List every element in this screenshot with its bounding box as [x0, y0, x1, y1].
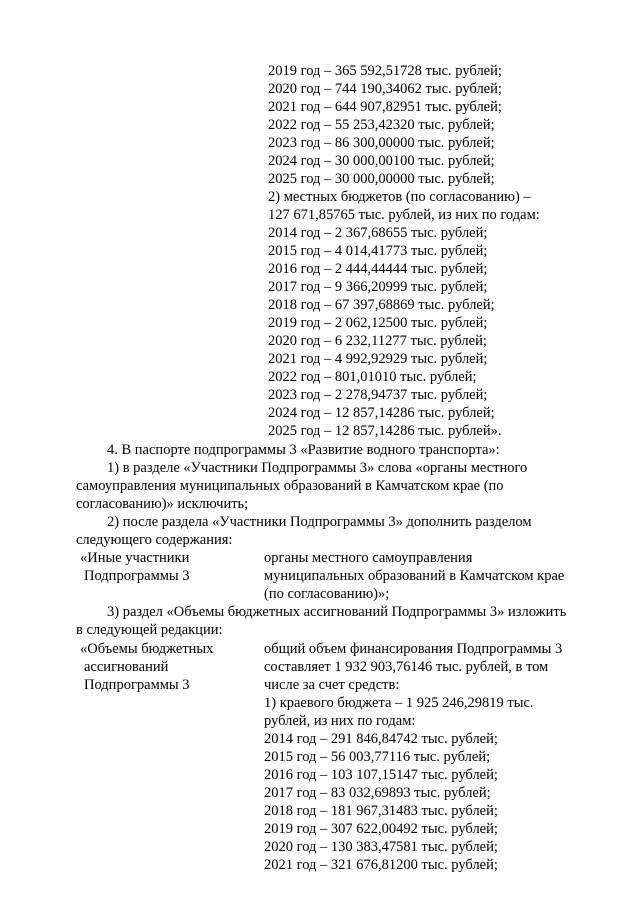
year-line: 2025 год – 12 857,14286 тыс. рублей».: [268, 423, 502, 439]
item1-text: самоуправления муниципальных образований в Камчатском крае (по: [76, 478, 504, 494]
table2-left-label: «Объемы бюджетных: [80, 641, 214, 657]
item2-text: следующего содержания:: [76, 532, 233, 548]
table2-right-text: рублей, из них по годам:: [264, 713, 416, 729]
table2-right-text: составляет 1 932 903,76146 тыс. рублей, в том: [264, 659, 549, 675]
year-line: 2021 год – 4 992,92929 тыс. рублей;: [268, 351, 488, 367]
item3-text: в следующей редакции:: [76, 622, 223, 638]
table1-left-label: Подпрограммы 3: [84, 568, 190, 584]
year-line: 2023 год – 86 300,00000 тыс. рублей;: [268, 135, 495, 151]
year-line: 2015 год – 56 003,77116 тыс. рублей;: [264, 749, 491, 765]
year-line: 2020 год – 744 190,34062 тыс. рублей;: [268, 81, 502, 97]
item3-text: 3) раздел «Объемы бюджетных ассигнований Подпрограммы 3» изложить: [107, 604, 567, 620]
year-line: 2018 год – 181 967,31483 тыс. рублей;: [264, 803, 498, 819]
year-line: 2016 год – 2 444,44444 тыс. рублей;: [268, 261, 488, 277]
year-line: 2020 год – 130 383,47581 тыс. рублей;: [264, 839, 498, 855]
item1-text: согласованию)» исключить;: [76, 496, 249, 512]
year-line: 2016 год – 103 107,15147 тыс. рублей;: [264, 767, 498, 783]
local-budget-line: 127 671,85765 тыс. рублей, из них по годам:: [268, 207, 540, 223]
year-line: 2017 год – 83 032,69893 тыс. рублей;: [264, 785, 491, 801]
table1-right-text: (по согласованию)»;: [264, 586, 390, 602]
year-line: 2015 год – 4 014,41773 тыс. рублей;: [268, 243, 488, 259]
year-line: 2021 год – 644 907,82951 тыс. рублей;: [268, 99, 502, 115]
table1-right-text: органы местного самоуправления: [264, 550, 473, 566]
item1-text: 1) в разделе «Участники Подпрограммы 3» слова «органы местного: [107, 460, 528, 476]
year-line: 2023 год – 2 278,94737 тыс. рублей;: [268, 387, 488, 403]
table2-left-label: Подпрограммы 3: [84, 677, 190, 693]
year-line: 2019 год – 365 592,51728 тыс. рублей;: [268, 63, 502, 79]
year-line: 2017 год – 9 366,20999 тыс. рублей;: [268, 279, 488, 295]
table1-left-label: «Иные участники: [80, 550, 190, 566]
table2-right-text: числе за счет средств:: [264, 677, 400, 693]
local-budget-line: 2) местных бюджетов (по согласованию) –: [268, 189, 531, 205]
year-line: 2024 год – 30 000,00100 тыс. рублей;: [268, 153, 495, 169]
year-line: 2014 год – 2 367,68655 тыс. рублей;: [268, 225, 488, 241]
year-line: 2020 год – 6 232,11277 тыс. рублей;: [268, 333, 487, 349]
table2-right-text: 1) краевого бюджета – 1 925 246,29819 тыс.: [264, 695, 534, 711]
table2-right-text: общий объем финансирования Подпрограммы 3: [264, 641, 563, 657]
table2-left-label: ассигнований: [84, 659, 169, 675]
year-line: 2019 год – 2 062,12500 тыс. рублей;: [268, 315, 488, 331]
item2-text: 2) после раздела «Участники Подпрограммы 3» дополнить разделом: [107, 514, 532, 530]
year-line: 2022 год – 55 253,42320 тыс. рублей;: [268, 117, 495, 133]
year-line: 2021 год – 321 676,81200 тыс. рублей;: [264, 857, 498, 873]
year-line: 2024 год – 12 857,14286 тыс. рублей;: [268, 405, 495, 421]
year-line: 2022 год – 801,01010 тыс. рублей;: [268, 369, 477, 385]
section-heading: 4. В паспорте подпрограммы 3 «Развитие водного транспорта»:: [107, 442, 500, 458]
year-line: 2014 год – 291 846,84742 тыс. рублей;: [264, 731, 498, 747]
year-line: 2018 год – 67 397,68869 тыс. рублей;: [268, 297, 495, 313]
table1-right-text: муниципальных образований в Камчатском крае: [264, 568, 565, 584]
year-line: 2019 год – 307 622,00492 тыс. рублей;: [264, 821, 498, 837]
year-line: 2025 год – 30 000,00000 тыс. рублей;: [268, 171, 495, 187]
